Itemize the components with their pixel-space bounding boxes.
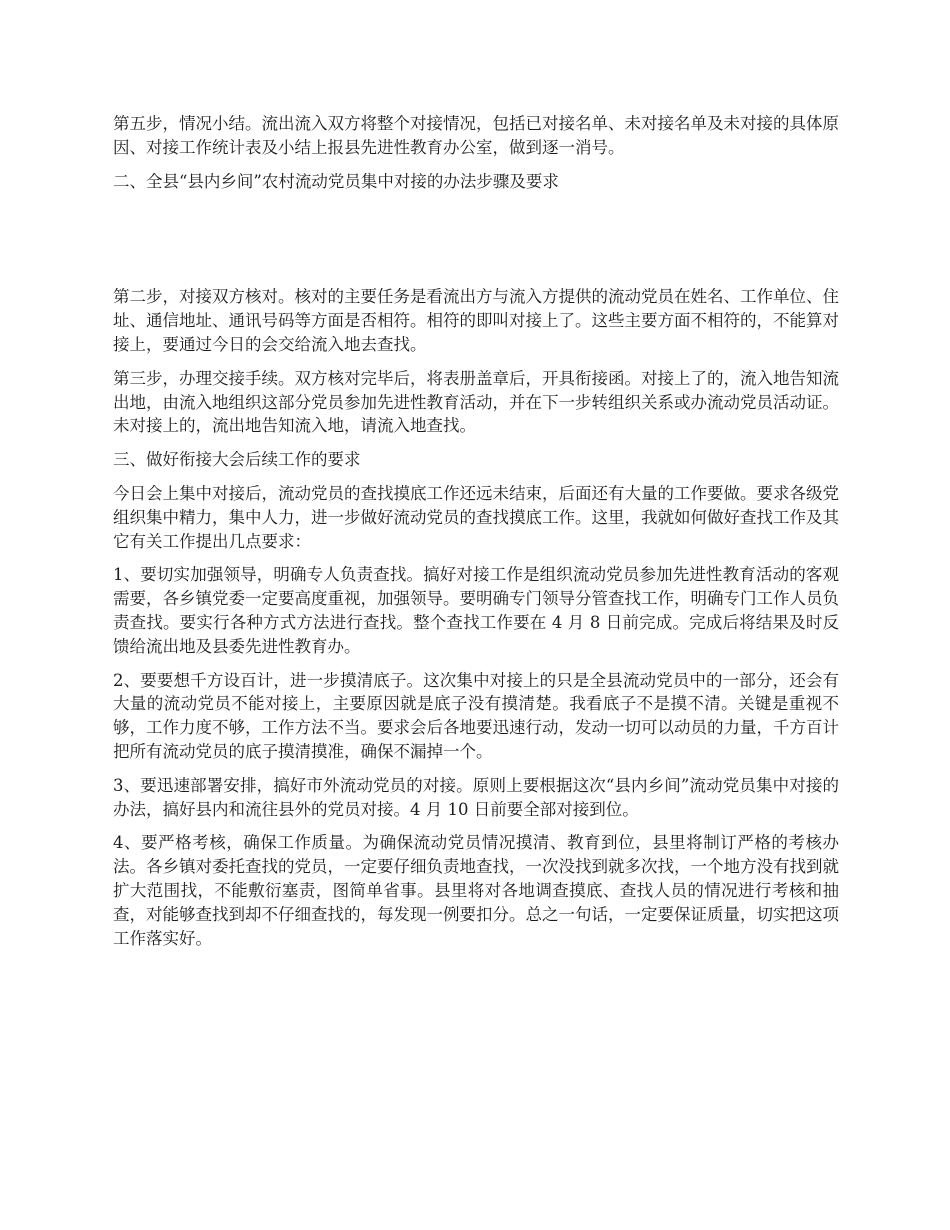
section-heading-3: 三、做好衔接大会后续工作的要求 (113, 450, 361, 470)
paragraph-requirement-1: 1、要切实加强领导，明确专人负责查找。搞好对接工作是组织流动党员参加先进性教育活动的客观需要，各乡镇党委一定要高度重视，加强领导。要明确专门领导分管查找工作，明确专门工作人员负责查找。要实行各种方式方法进行查找。整个查找工作要在 4 月 8 日前完成。完成后将结果及时反馈给流出地及县委先进性教育办。 (113, 565, 839, 656)
blank-space (113, 203, 839, 285)
paragraph-intro: 今日会上集中对接后，流动党员的查找摸底工作还远未结束，后面还有大量的工作要做。要求各级党组织集中精力，集中人力，进一步做好流动党员的查找摸底工作。这里，我就如何做好查找工作及其它有关工作提出几点要求： (113, 483, 839, 551)
paragraph-requirement-2: 2、要要想千方设百计，进一步摸清底子。这次集中对接上的只是全县流动党员中的一部分，还会有大量的流动党员不能对接上，主要原因就是底子没有摸清楚。我看底子不是摸不清。关键是重视不够，工作力度不够，工作方法不当。要求会后各地要迅速行动，发动一切可以动员的力量，千方百计把所有流动党员的底子摸清摸准，确保不漏掉一个。 (113, 670, 839, 761)
section-heading-2: 二、全县“县内乡间”农村流动党员集中对接的办法步骤及要求 (113, 171, 559, 191)
paragraph-requirement-3: 3、要迅速部署安排，搞好市外流动党员的对接。原则上要根据这次“县内乡间”流动党员集中对接的办法，搞好县内和流往县外的党员对接。4 月 10 日前要全部对接到位。 (113, 775, 839, 819)
paragraph-step-five: 第五步，情况小结。流出流入双方将整个对接情况，包括已对接名单、未对接名单及未对接的具体原因、对接工作统计表及小结上报县先进性教育办公室，做到逐一消号。 (113, 114, 839, 157)
paragraph-step-two: 第二步，对接双方核对。核对的主要任务是看流出方与流入方提供的流动党员在姓名、工作单位、住址、通信地址、通讯号码等方面是否相符。相符的即叫对接上了。这些主要方面不相符的，不能算对接上，要通过今日的会交给流入地去查找。 (113, 287, 839, 354)
document-body (113, 112, 839, 960)
paragraph-requirement-4: 4、要严格考核，确保工作质量。为确保流动党员情况摸清、教育到位，县里将制订严格的考核办法。各乡镇对委托查找的党员，一定要仔细负责地查找，一次没找到就多次找，一个地方没有找到就扩大范围找，不能敷衍塞责，图简单省事。县里将对各地调查摸底、查找人员的情况进行考核和抽查，对能够查找到却不仔细查找的，每发现一例要扣分。总之一句话，一定要保证质量，切实把这项工作落实好。 (113, 833, 839, 948)
paragraph-step-three: 第三步，办理交接手续。双方核对完毕后，将表册盖章后，开具衔接函。对接上了的，流入地告知流出地，由流入地组织这部分党员参加先进性教育活动，并在下一步转组织关系或办流动党员活动证。未对接上的，流出地告知流入地，请流入地查找。 (113, 368, 839, 436)
